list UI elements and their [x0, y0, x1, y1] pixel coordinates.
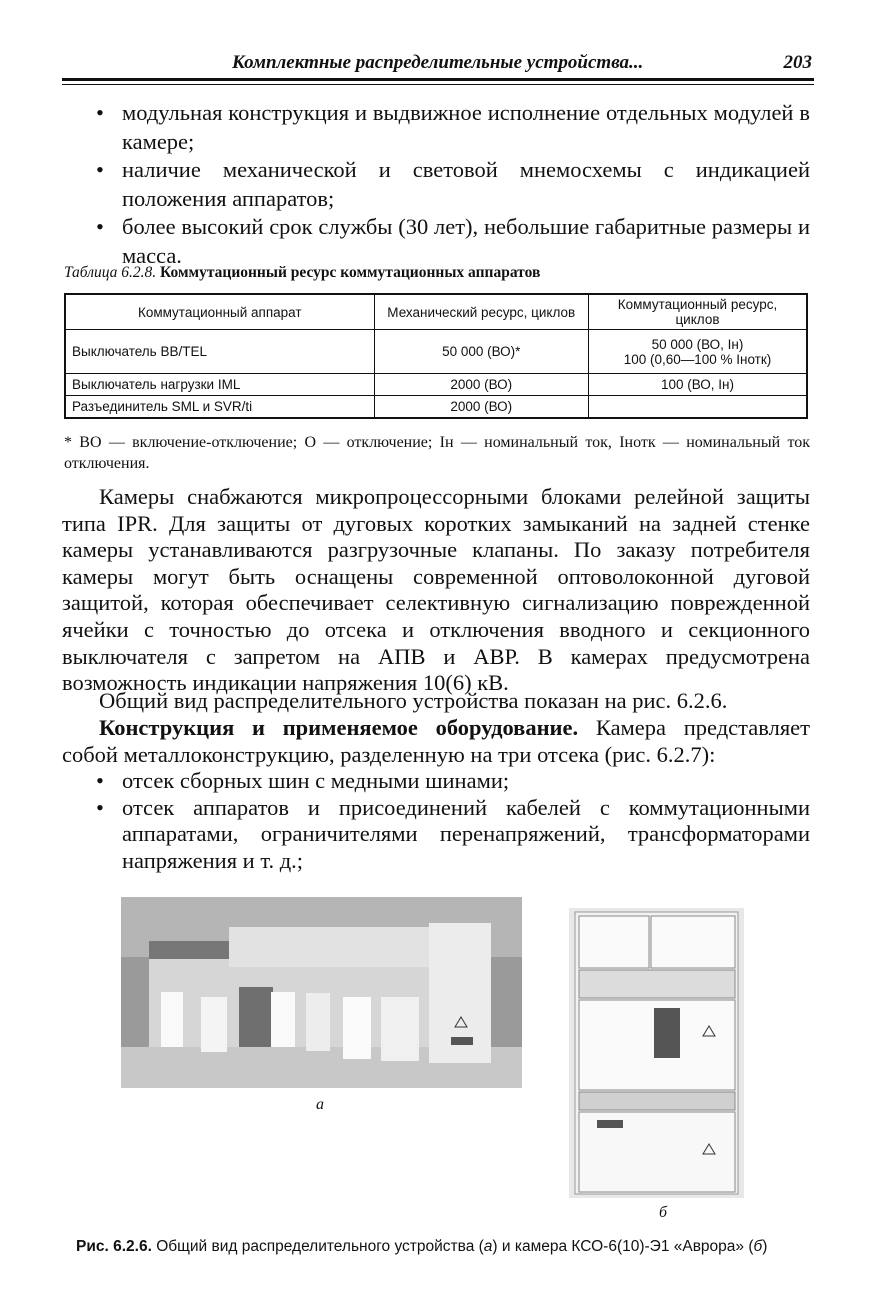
table-cell: 2000 (ВО): [374, 374, 588, 396]
table-header-cell: Коммутационный аппарат: [65, 294, 374, 330]
header-rule-thick: [62, 78, 814, 81]
table-row: [65, 330, 807, 374]
header-rule-thin: [62, 84, 814, 85]
table-cell: [588, 330, 807, 374]
table-cell: 2000 (ВО): [374, 396, 588, 418]
figure-label-b: б: [659, 1204, 668, 1221]
running-header-title: Комплектные распределительные устройства...: [232, 52, 644, 73]
resource-table: [64, 293, 808, 419]
bullet-list-bottom: [92, 768, 810, 874]
table-cell: [588, 396, 807, 418]
table-header-row: [65, 294, 807, 330]
bullet-dot-icon: •: [96, 768, 104, 793]
table-caption-label: Таблица 6.2.8.: [64, 264, 157, 281]
table-cell: Разъединитель SML и SVR/ti: [65, 396, 374, 418]
table-cell: 50 000 (ВО)*: [374, 330, 588, 374]
bullet-item: • более высокий срок службы (30 лет), небольшие габаритные размеры и масса.: [96, 214, 810, 268]
table-cell: Выключатель нагрузки IML: [65, 374, 374, 396]
body-paragraph: Камеры снабжаются микропроцессорными блоками релейной защиты типа IPR. Для защиты от дуговых коротких замыканий на задней стенке камеры устанавливаются разгрузочные клапаны. По заказу потребителя камеры могут быть оснащены современной оптоволоконной дуговой защитой, которая обеспечивает селективную сигнализацию поврежденной ячейки с точностью до отсека и отключения вводного и секционного выключателя с запретом на АПВ и АВР. В камерах предусмотрена возможность индикации напряжения 10(6) кВ.: [62, 484, 810, 696]
table-caption: [64, 264, 540, 282]
table-cell: 100 (ВО, Iн): [588, 374, 807, 396]
table-header-cell: Механический ресурс, циклов: [374, 294, 588, 330]
figure-caption: Рис. 6.2.6. Общий вид распределительного устройства (а) и камера КСО-6(10)-Э1 «Аврора» (б): [76, 1238, 768, 1255]
table-caption-title: Коммутационный ресурс коммутационных аппаратов: [160, 264, 541, 281]
bullet-list-top: [92, 99, 810, 270]
table-cell: Выключатель BB/TEL: [65, 330, 374, 374]
switchgear-lineup-photo: [121, 897, 522, 1088]
paragraph-text: Камера представляет собой металлоконструкцию, разделенную на три отсека (рис. 6.2.7):: [62, 715, 810, 767]
running-header: [62, 50, 814, 78]
body-paragraph: [62, 715, 810, 768]
bullet-dot-icon: •: [96, 214, 104, 239]
page-number: 203: [783, 52, 812, 73]
table-header-cell: Коммутационный ресурс, циклов: [588, 294, 807, 330]
bullet-dot-icon: •: [96, 100, 104, 125]
bullet-item: • отсек аппаратов и присоединений кабелей с коммутационными аппаратами, ограничителями перенапряжений, трансформаторами напряжения и т. д.;: [96, 794, 810, 873]
bullet-dot-icon: •: [96, 794, 104, 820]
table-cell-line: 50 000 (ВО, Iн): [651, 336, 744, 352]
figure-caption-number: Рис. 6.2.6.: [76, 1238, 152, 1255]
bold-lead: Конструкция и применяемое оборудование.: [99, 715, 579, 740]
table-row: [65, 374, 807, 396]
cubicle-photo: [569, 908, 744, 1198]
bullet-dot-icon: •: [96, 157, 104, 182]
table-cell-line: 100 (0,60—100 % Iнотк): [623, 351, 772, 367]
figure-label-a: а: [316, 1096, 324, 1113]
body-paragraph: Общий вид распределительного устройства показан на рис. 6.2.6.: [99, 688, 728, 713]
bullet-item: • отсек сборных шин с медными шинами;: [96, 768, 510, 793]
bullet-item: • наличие механической и световой мнемосхемы с индикацией положения аппаратов;: [96, 157, 810, 211]
table-row: [65, 396, 807, 418]
bullet-item: • модульная конструкция и выдвижное исполнение отдельных модулей в камере;: [96, 100, 810, 154]
table-footnote: * ВО — включение-отключение; О — отключение; Iн — номинальный ток, Iнотк — номинальный ток отключения.: [64, 434, 810, 472]
